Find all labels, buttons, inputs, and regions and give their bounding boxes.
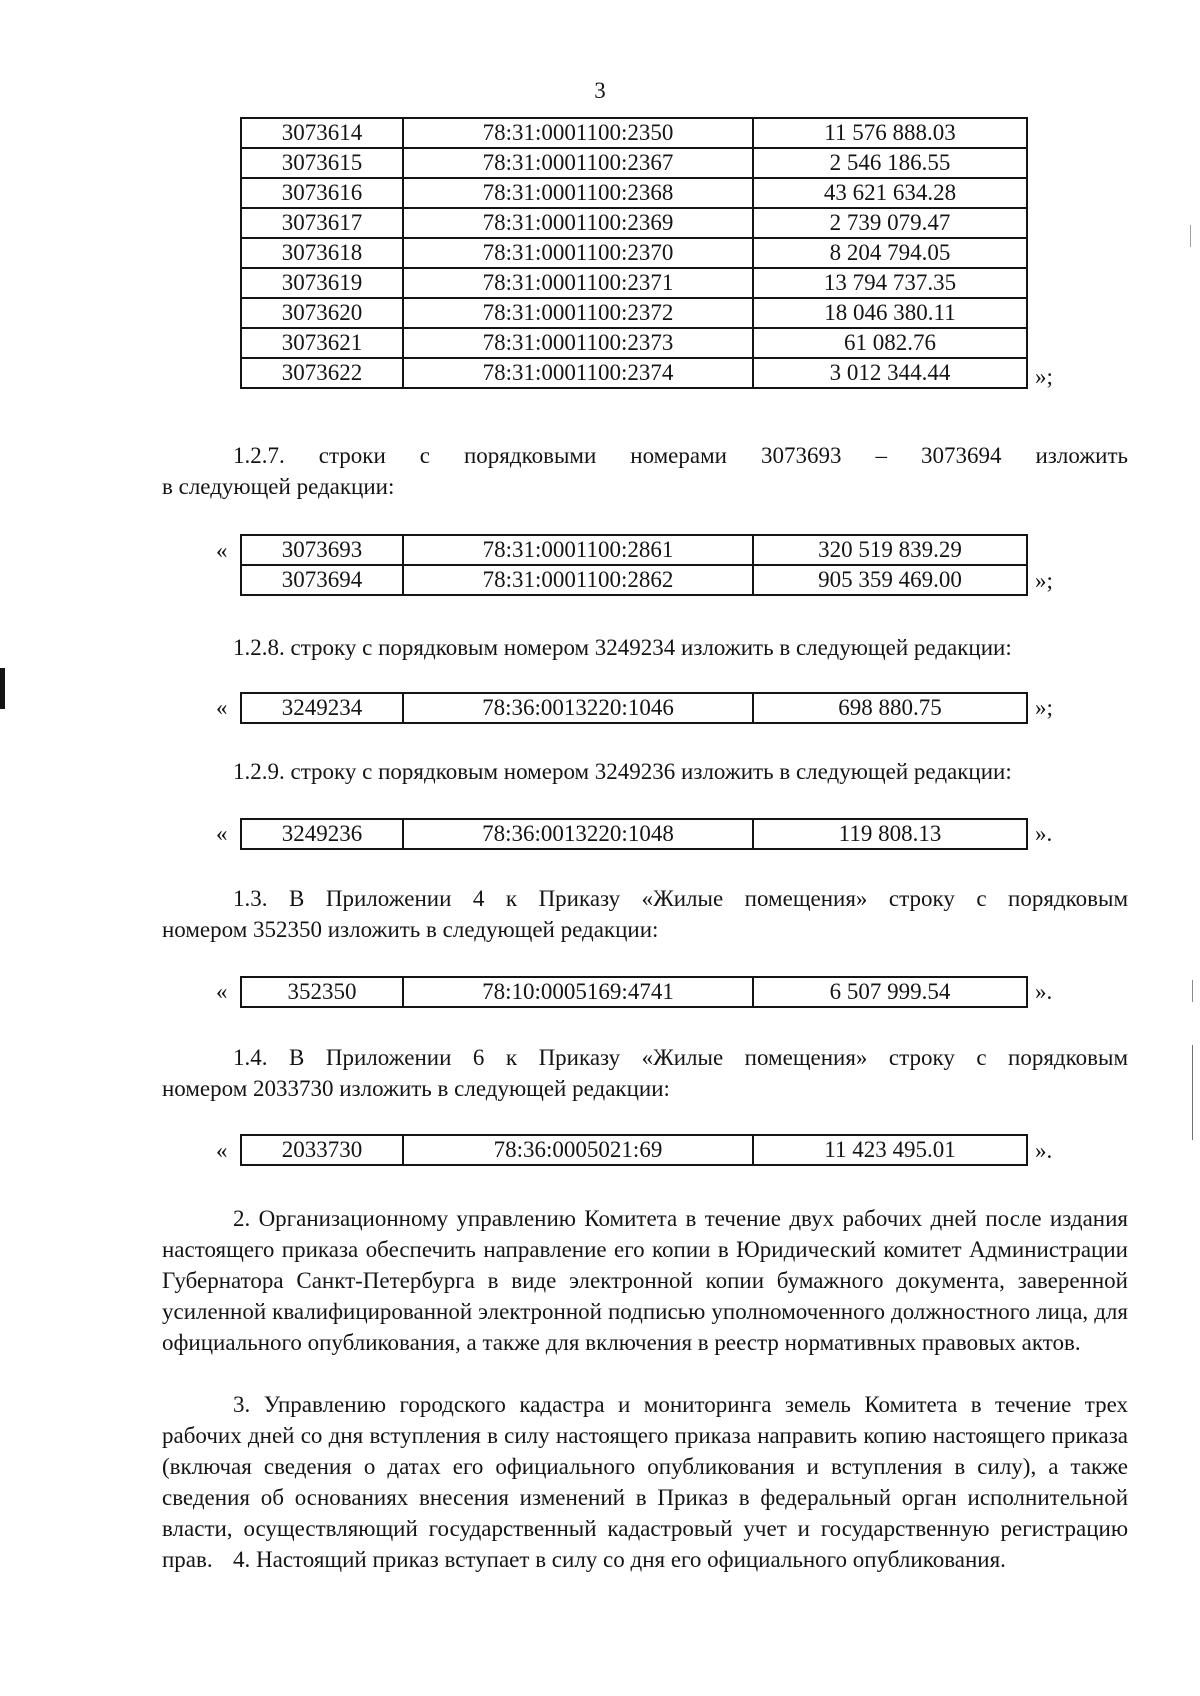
- row-number: 3073614: [241, 118, 403, 148]
- row-number: 3073618: [241, 238, 403, 268]
- table-127-close-quote: »;: [1035, 568, 1053, 593]
- cadastral-value: 13 794 737.35: [753, 268, 1027, 298]
- table-row: [241, 298, 1027, 328]
- table-129-open-quote: «: [216, 821, 228, 846]
- row-number: 3073693: [241, 535, 403, 565]
- continued-table: [240, 117, 1028, 389]
- cadastral-number: 78:31:0001100:2368: [403, 178, 753, 208]
- table-13-close-quote: ».: [1035, 979, 1053, 1004]
- table-128: [240, 692, 1028, 724]
- table-14-close-quote: ».: [1035, 1138, 1053, 1163]
- scan-edge-mark: [1192, 980, 1193, 1002]
- table-row: [241, 268, 1027, 298]
- item-1-3-line2: номером 352350 изложить в следующей редакции:: [162, 917, 659, 942]
- table-128-open-quote: «: [216, 695, 228, 720]
- cadastral-value: 2 739 079.47: [753, 208, 1027, 238]
- scan-edge-mark: [1190, 225, 1191, 247]
- table-row: [241, 328, 1027, 358]
- item-1-4-line2: номером 2033730 изложить в следующей редакции:: [162, 1076, 670, 1101]
- cadastral-number: 78:31:0001100:2350: [403, 118, 753, 148]
- table-14-open-quote: «: [216, 1138, 228, 1163]
- cadastral-number: 78:31:0001100:2373: [403, 328, 753, 358]
- row-number: 3073622: [241, 358, 403, 388]
- table-close-quote: »;: [1035, 364, 1053, 389]
- item-1-4-line1: 1.4. В Приложении 6 к Приказу «Жилые помещения» строку с порядковым: [233, 1045, 1128, 1070]
- row-number: 3249236: [241, 819, 403, 849]
- cadastral-number: 78:31:0001100:2374: [403, 358, 753, 388]
- cadastral-number: 78:31:0001100:2369: [403, 208, 753, 238]
- table-row: [241, 148, 1027, 178]
- row-number: 3073694: [241, 565, 403, 595]
- cadastral-number: 78:36:0013220:1048: [403, 819, 753, 849]
- scan-margin-mark: [0, 668, 5, 709]
- table-row: [241, 565, 1027, 595]
- item-1-2-9: 1.2.9. строку с порядковым номером 3249236 изложить в следующей редакции:: [233, 759, 1012, 784]
- cadastral-value: 6 507 999.54: [753, 977, 1027, 1007]
- cadastral-value: 3 012 344.44: [753, 358, 1027, 388]
- cadastral-value: 905 359 469.00: [753, 565, 1027, 595]
- table-127: [240, 534, 1028, 596]
- cadastral-value: 61 082.76: [753, 328, 1027, 358]
- cadastral-number: 78:31:0001100:2367: [403, 148, 753, 178]
- cadastral-value: 320 519 839.29: [753, 535, 1027, 565]
- row-number: 2033730: [241, 1135, 403, 1165]
- item-1-2-7-line2: в следующей редакции:: [162, 474, 395, 499]
- cadastral-number: 78:10:0005169:4741: [403, 977, 753, 1007]
- page-number: 3: [594, 78, 606, 103]
- table-127-open-quote: «: [216, 538, 228, 563]
- cadastral-value: 8 204 794.05: [753, 238, 1027, 268]
- table-row: [241, 819, 1027, 849]
- table-129-close-quote: ».: [1035, 821, 1053, 846]
- cadastral-number: 78:31:0001100:2371: [403, 268, 753, 298]
- cadastral-value: 11 576 888.03: [753, 118, 1027, 148]
- row-number: 3073616: [241, 178, 403, 208]
- table-row: [241, 535, 1027, 565]
- cadastral-value: 43 621 634.28: [753, 178, 1027, 208]
- table-row: [241, 238, 1027, 268]
- table-row: [241, 208, 1027, 238]
- row-number: 3073615: [241, 148, 403, 178]
- table-row: [241, 358, 1027, 388]
- table-128-close-quote: »;: [1035, 695, 1053, 720]
- table-row: [241, 1135, 1027, 1165]
- row-number: 3073619: [241, 268, 403, 298]
- table-row: [241, 693, 1027, 723]
- cadastral-number: 78:31:0001100:2862: [403, 565, 753, 595]
- cadastral-value: 698 880.75: [753, 693, 1027, 723]
- table-row: [241, 118, 1027, 148]
- row-number: 3249234: [241, 693, 403, 723]
- cadastral-number: 78:31:0001100:2370: [403, 238, 753, 268]
- table-row: [241, 178, 1027, 208]
- item-3: 3. Управлению городского кадастра и мониторинга земель Комитета в течение трех рабочих дней со дня вступления в силу настоящего приказа направить копию настоящего приказа (включая сведения о датах его официального опубликования и вступления в силу), а также сведения об основаниях внесения изменений в Приказ в федеральный орган исполнительной власти, осуществляющий государственный кадастровый учет и государственную регистрацию прав.: [162, 1392, 1128, 1572]
- cadastral-number: 78:31:0001100:2861: [403, 535, 753, 565]
- cadastral-number: 78:31:0001100:2372: [403, 298, 753, 328]
- cadastral-value: 18 046 380.11: [753, 298, 1027, 328]
- row-number: 3073620: [241, 298, 403, 328]
- cadastral-number: 78:36:0005021:69: [403, 1135, 753, 1165]
- item-1-2-8: 1.2.8. строку с порядковым номером 3249234 изложить в следующей редакции:: [233, 635, 1012, 660]
- row-number: 352350: [241, 977, 403, 1007]
- item-1-2-7-line1: 1.2.7. строки с порядковыми номерами 3073693 – 3073694 изложить: [233, 443, 1128, 468]
- cadastral-value: 119 808.13: [753, 819, 1027, 849]
- item-4: 4. Настоящий приказ вступает в силу со дня его официального опубликования.: [233, 1547, 1006, 1572]
- scan-edge-mark: [1192, 1045, 1193, 1140]
- table-129: [240, 818, 1028, 850]
- cadastral-value: 11 423 495.01: [753, 1135, 1027, 1165]
- row-number: 3073617: [241, 208, 403, 238]
- cadastral-value: 2 546 186.55: [753, 148, 1027, 178]
- item-2: 2. Организационному управлению Комитета в течение двух рабочих дней после издания настоящего приказа обеспечить направление его копии в Юридический комитет Администрации Губернатора Санкт-Петербурга в виде электронной копии бумажного документа, заверенной усиленной квалифицированной электронной подписью уполномоченного должностного лица, для официального опубликования, а также для включения в реестр нормативных правовых актов.: [162, 1206, 1128, 1355]
- table-13: [240, 976, 1028, 1008]
- table-row: [241, 977, 1027, 1007]
- cadastral-number: 78:36:0013220:1046: [403, 693, 753, 723]
- item-1-3-line1: 1.3. В Приложении 4 к Приказу «Жилые помещения» строку с порядковым: [233, 886, 1128, 911]
- row-number: 3073621: [241, 328, 403, 358]
- table-14: [240, 1134, 1028, 1166]
- table-13-open-quote: «: [216, 979, 228, 1004]
